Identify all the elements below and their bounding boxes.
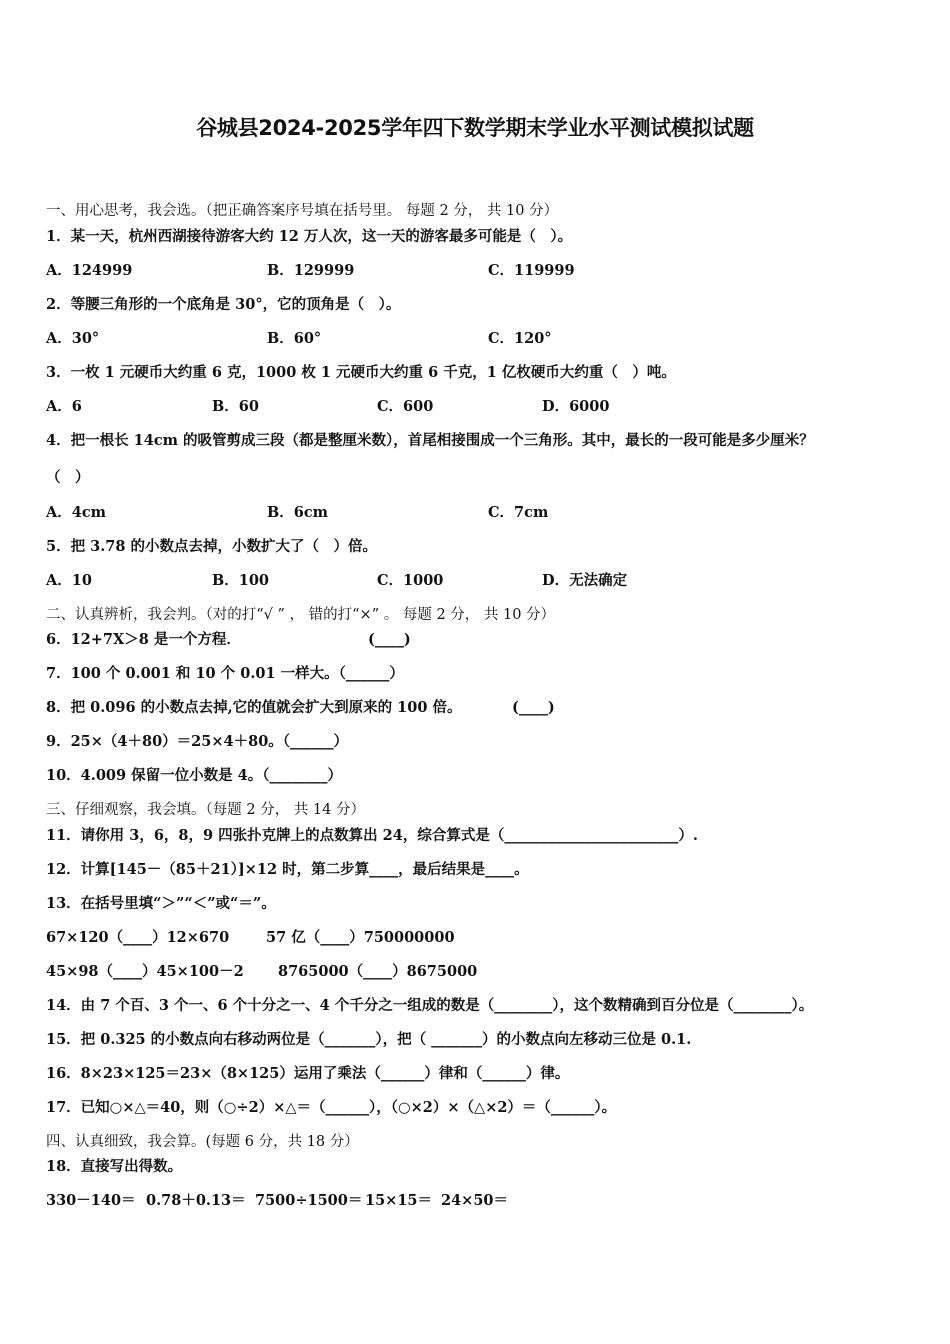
q18-item: 7500÷1500＝	[255, 1192, 363, 1209]
q18-item: 15×15＝	[365, 1192, 433, 1209]
q13-row2-a: 45×98（____）45×100－2	[46, 963, 244, 980]
question-12: 12．计算[145－（85＋21）]×12 时，第二步算____，最后结果是____。	[46, 861, 529, 878]
q13-row2-b: 8765000（____）8675000	[278, 963, 478, 980]
q4-option-b: B．6cm	[267, 504, 329, 521]
question-9: 9．25×（4＋80）＝25×4＋80。（______）	[46, 733, 349, 750]
question-13: 13．在括号里填“＞”“＜”或“＝”。	[46, 895, 276, 912]
question-8-blank: (____)	[512, 699, 555, 716]
q3-option-b: B．60	[212, 398, 259, 415]
q18-item: 0.78＋0.13＝	[146, 1192, 246, 1209]
q2-option-b: B．60°	[267, 330, 322, 347]
q1-option-a: A．124999	[46, 262, 133, 279]
question-2: 2．等腰三角形的一个底角是 30°，它的顶角是（ ）。	[46, 296, 401, 313]
question-18: 18．直接写出得数。	[46, 1158, 183, 1175]
q1-option-c: C．119999	[488, 262, 575, 279]
question-4-paren: （ ）	[46, 469, 90, 486]
q3-option-c: C．600	[377, 398, 434, 415]
q5-option-a: A．10	[46, 572, 92, 589]
question-1: 1．某一天，杭州西湖接待游客大约 12 万人次，这一天的游客最多可能是（ ）。	[46, 228, 573, 245]
q2-option-c: C．120°	[488, 330, 552, 347]
section-4-header: 四、认真细致，我会算。(每题 6 分，共 18 分）	[46, 1134, 359, 1150]
question-7: 7．100 个 0.001 和 10 个 0.01 一样大。（______）	[46, 665, 404, 682]
question-4: 4．把一根长 14cm 的吸管剪成三段（都是整厘米数），首尾相接围成一个三角形。其中，最长的一段可能是多少厘米？	[46, 432, 814, 449]
q5-option-d: D．无法确定	[542, 572, 628, 589]
question-11: 11．请你用 3，6，8，9 四张扑克牌上的点数算出 24，综合算式是（________________________）.	[46, 827, 698, 844]
question-15: 15．把 0.325 的小数点向右移动两位是（_______），把（ _______）的小数点向左移动三位是 0.1.	[46, 1031, 692, 1048]
q18-item: 330－140＝	[46, 1192, 136, 1209]
question-14: 14．由 7 个百、3 个一、6 个十分之一、4 个千分之一组成的数是（________），这个数精确到百分位是（________）。	[46, 997, 814, 1014]
q2-option-a: A．30°	[46, 330, 100, 347]
section-2-header: 二、认真辨析，我会判。（对的打“√ ” ， 错的打“×” 。 每题 2 分， 共 10 分）	[46, 607, 556, 623]
q5-option-c: C．1000	[377, 572, 444, 589]
q4-option-c: C．7cm	[488, 504, 549, 521]
section-3-header: 三、仔细观察，我会填。（每题 2 分， 共 14 分）	[46, 802, 365, 818]
q18-item: 24×50＝	[441, 1192, 509, 1209]
question-16: 16．8×23×125＝23×（8×125）运用了乘法（______）律和（______）律。	[46, 1065, 570, 1082]
question-8: 8．把 0.096 的小数点去掉,它的值就会扩大到原来的 100 倍。	[46, 699, 462, 716]
question-5: 5．把 3.78 的小数点去掉，小数扩大了（ ）倍。	[46, 538, 377, 555]
question-10: 10．4.009 保留一位小数是 4。（________）	[46, 767, 343, 784]
question-6-blank: (____)	[368, 631, 411, 648]
q13-row1-a: 67×120（____）12×670	[46, 929, 230, 946]
q5-option-b: B．100	[212, 572, 270, 589]
section-1-header: 一、用心思考，我会选。（把正确答案序号填在括号里。 每题 2 分， 共 10 分）	[46, 203, 559, 219]
q4-option-a: A．4cm	[46, 504, 107, 521]
question-6: 6．12+7X＞8 是一个方程．	[46, 631, 241, 648]
q3-option-d: D．6000	[542, 398, 610, 415]
q13-row1-b: 57 亿（____）750000000	[266, 929, 455, 946]
q1-option-b: B．129999	[267, 262, 355, 279]
question-17: 17．已知○×△＝40，则（○÷2）×△＝（______），（○×2）×（△×2）＝（______）。	[46, 1099, 617, 1116]
q3-option-a: A．6	[46, 398, 82, 415]
page-title: 谷城县2024-2025学年四下数学期末学业水平测试模拟试题	[196, 116, 754, 140]
question-3: 3．一枚 1 元硬币大约重 6 克，1000 枚 1 元硬币大约重 6 千克，1 亿枚硬币大约重（ ）吨。	[46, 364, 676, 381]
